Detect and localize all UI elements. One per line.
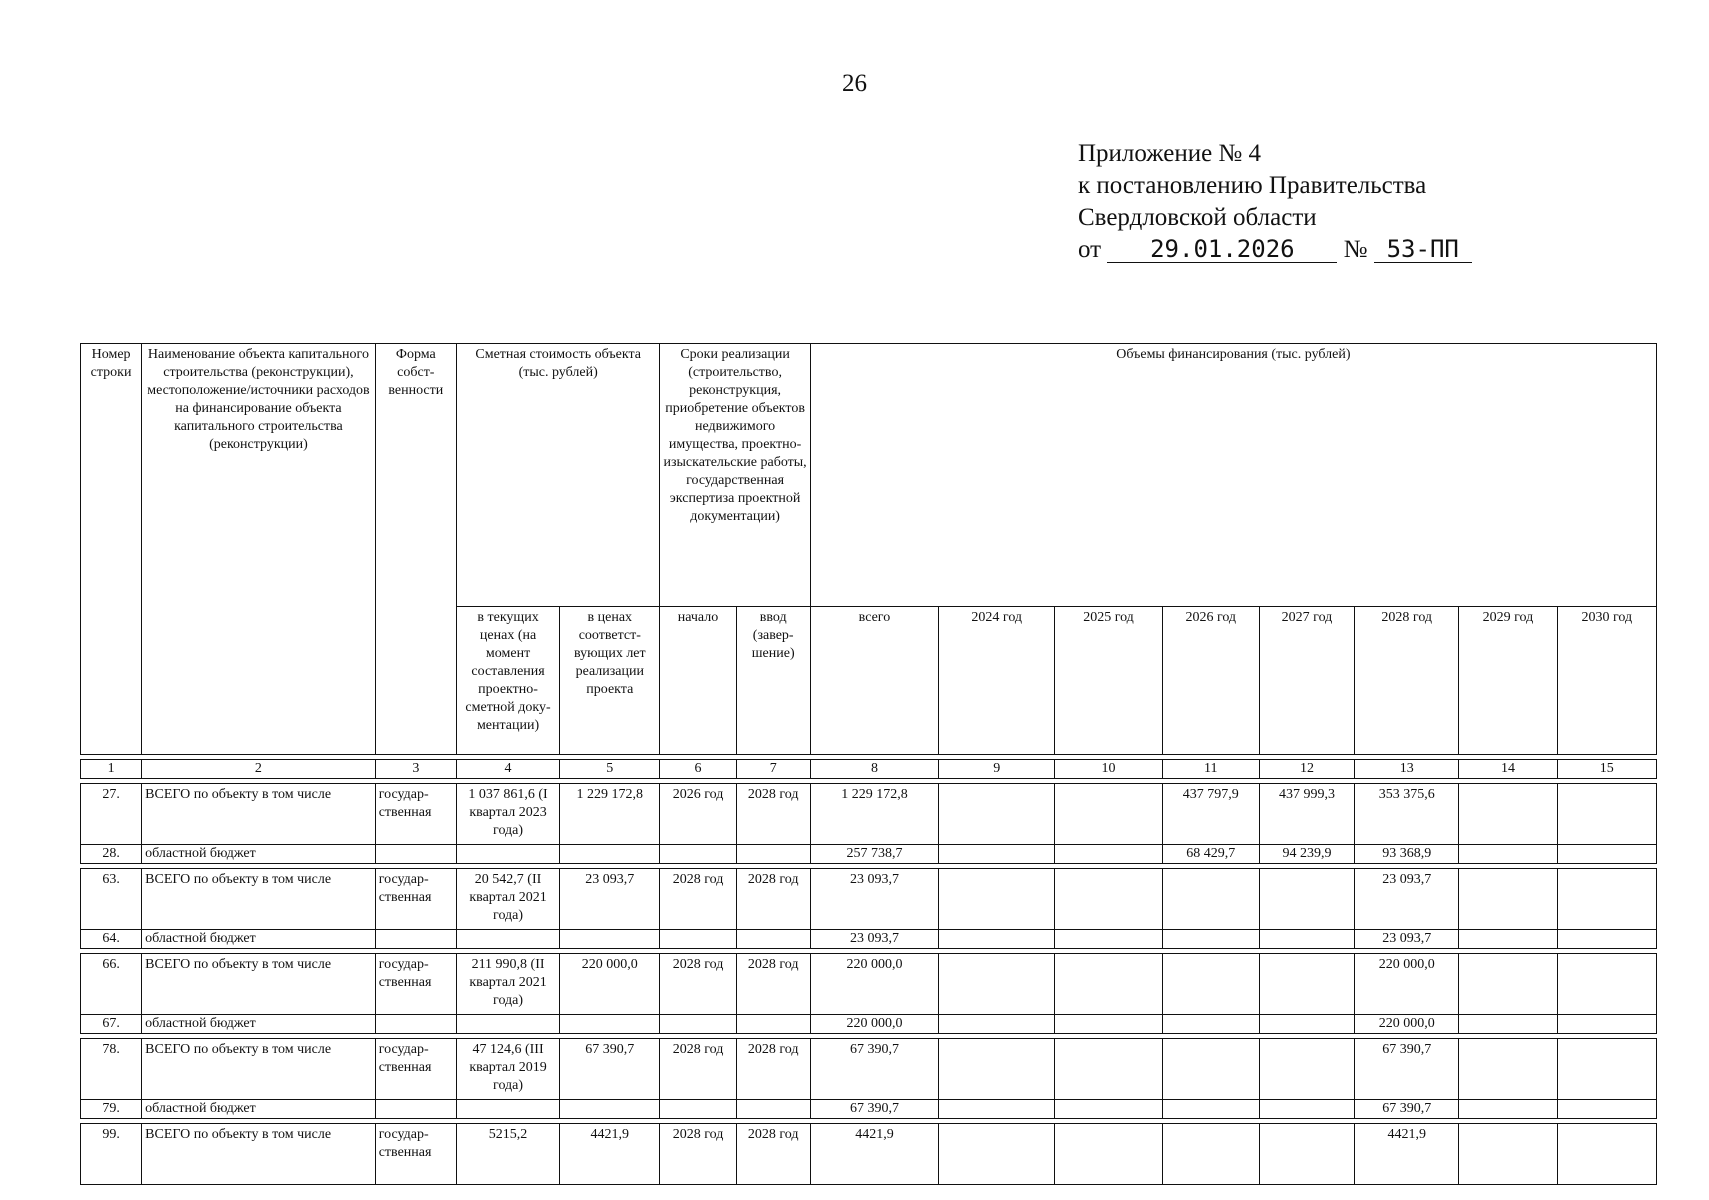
- column-number: 7: [736, 760, 810, 779]
- header-year-2030: 2030 год: [1557, 607, 1656, 755]
- header-year-2024: 2024 год: [939, 607, 1055, 755]
- funding-2029: [1459, 845, 1557, 864]
- ownership-form: государ- ственная: [375, 1124, 456, 1185]
- ownership-form: [375, 930, 456, 949]
- finish-year: [736, 1100, 810, 1119]
- funding-2030: [1557, 1015, 1656, 1034]
- cost-project-prices: [560, 845, 660, 864]
- number-prefix: №: [1343, 236, 1368, 263]
- ownership-form: [375, 845, 456, 864]
- object-name: ВСЕГО по объекту в том числе: [142, 1039, 376, 1100]
- start-year: 2028 год: [660, 869, 736, 930]
- object-name: областной бюджет: [142, 845, 376, 864]
- funding-total: 4421,9: [810, 1124, 938, 1185]
- ownership-form: государ- ственная: [375, 784, 456, 845]
- funding-2029: [1459, 869, 1557, 930]
- header-object-name: Наименование объекта капитального строительства (реконструкции), местоположение/источники расходов на финансирование объекта капитального строительства (реконструкции): [142, 344, 376, 755]
- funding-2026: 68 429,7: [1162, 845, 1259, 864]
- row-number: 27.: [81, 784, 142, 845]
- cost-current-prices: 5215,2: [456, 1124, 559, 1185]
- finish-year: [736, 1015, 810, 1034]
- header-row-1: [81, 344, 1657, 607]
- appendix-date-line: [1078, 234, 1472, 266]
- funding-2024: [939, 954, 1055, 1015]
- object-total-row: [81, 869, 1657, 930]
- funding-2024: [939, 930, 1055, 949]
- funding-2029: [1459, 954, 1557, 1015]
- object-name: ВСЕГО по объекту в том числе: [142, 869, 376, 930]
- funding-2025: [1055, 954, 1162, 1015]
- cost-current-prices: 211 990,8 (II квартал 2021 года): [456, 954, 559, 1015]
- ownership-form: государ- ственная: [375, 1039, 456, 1100]
- header-ownership: Форма собст- венности: [375, 344, 456, 755]
- funding-2028: 67 390,7: [1355, 1100, 1459, 1119]
- funding-total: 220 000,0: [810, 1015, 938, 1034]
- row-number: 63.: [81, 869, 142, 930]
- funding-2026: [1162, 954, 1259, 1015]
- funding-2028: 67 390,7: [1355, 1039, 1459, 1100]
- column-number: 15: [1557, 760, 1656, 779]
- ownership-form: [375, 1015, 456, 1034]
- funding-2024: [939, 784, 1055, 845]
- header-year-2026: 2026 год: [1162, 607, 1259, 755]
- column-number: 1: [81, 760, 142, 779]
- object-total-row: [81, 1124, 1657, 1185]
- funding-2025: [1055, 845, 1162, 864]
- finish-year: 2028 год: [736, 954, 810, 1015]
- ownership-form: государ- ственная: [375, 954, 456, 1015]
- funding-2024: [939, 1039, 1055, 1100]
- start-year: [660, 930, 736, 949]
- funding-2028: 93 368,9: [1355, 845, 1459, 864]
- appendix-block: [1078, 138, 1472, 266]
- column-number: 4: [456, 760, 559, 779]
- column-number: 13: [1355, 760, 1459, 779]
- funding-2027: 94 239,9: [1259, 845, 1354, 864]
- finish-year: 2028 год: [736, 1124, 810, 1185]
- funding-2028: 23 093,7: [1355, 869, 1459, 930]
- funding-2028: 4421,9: [1355, 1124, 1459, 1185]
- funding-2024: [939, 845, 1055, 864]
- object-name: ВСЕГО по объекту в том числе: [142, 784, 376, 845]
- cost-project-prices: 1 229 172,8: [560, 784, 660, 845]
- column-number-row: [81, 760, 1657, 779]
- funding-2030: [1557, 954, 1656, 1015]
- header-project-prices: в ценах соответст- вующих лет реализации проекта: [560, 607, 660, 755]
- column-number: 6: [660, 760, 736, 779]
- cost-current-prices: [456, 1015, 559, 1034]
- start-year: 2028 год: [660, 1039, 736, 1100]
- start-year: [660, 845, 736, 864]
- start-year: [660, 1100, 736, 1119]
- funding-2026: 437 797,9: [1162, 784, 1259, 845]
- row-number: 66.: [81, 954, 142, 1015]
- column-number: 11: [1162, 760, 1259, 779]
- funding-2029: [1459, 1015, 1557, 1034]
- funding-2028: 220 000,0: [1355, 954, 1459, 1015]
- funding-2026: [1162, 930, 1259, 949]
- funding-2024: [939, 1100, 1055, 1119]
- row-number: 64.: [81, 930, 142, 949]
- funding-2027: [1259, 954, 1354, 1015]
- funding-2029: [1459, 1124, 1557, 1185]
- cost-project-prices: 4421,9: [560, 1124, 660, 1185]
- funding-2029: [1459, 784, 1557, 845]
- row-number: 78.: [81, 1039, 142, 1100]
- funding-2025: [1055, 869, 1162, 930]
- date-prefix: от: [1078, 236, 1102, 263]
- regional-budget-row: [81, 1015, 1657, 1034]
- object-total-row: [81, 1039, 1657, 1100]
- cost-current-prices: 47 124,6 (III квартал 2019 года): [456, 1039, 559, 1100]
- header-finish: ввод (завер- шение): [736, 607, 810, 755]
- column-number: 3: [375, 760, 456, 779]
- object-name: ВСЕГО по объекту в том числе: [142, 954, 376, 1015]
- table-body: [81, 344, 1657, 1185]
- funding-2026: [1162, 1100, 1259, 1119]
- financing-table: [80, 343, 1657, 1185]
- funding-total: 1 229 172,8: [810, 784, 938, 845]
- finish-year: [736, 930, 810, 949]
- column-number: 14: [1459, 760, 1557, 779]
- funding-total: 23 093,7: [810, 869, 938, 930]
- header-year-2025: 2025 год: [1055, 607, 1162, 755]
- funding-2030: [1557, 784, 1656, 845]
- ownership-form: [375, 1100, 456, 1119]
- start-year: 2028 год: [660, 1124, 736, 1185]
- row-number: 99.: [81, 1124, 142, 1185]
- funding-total: 220 000,0: [810, 954, 938, 1015]
- funding-2025: [1055, 784, 1162, 845]
- funding-2030: [1557, 1124, 1656, 1185]
- start-year: 2028 год: [660, 954, 736, 1015]
- funding-2029: [1459, 1100, 1557, 1119]
- funding-2027: [1259, 1015, 1354, 1034]
- object-total-row: [81, 784, 1657, 845]
- funding-2025: [1055, 1015, 1162, 1034]
- finish-year: 2028 год: [736, 1039, 810, 1100]
- column-number: 8: [810, 760, 938, 779]
- cost-project-prices: [560, 1015, 660, 1034]
- row-number: 79.: [81, 1100, 142, 1119]
- cost-project-prices: [560, 930, 660, 949]
- funding-2025: [1055, 1039, 1162, 1100]
- funding-2027: [1259, 1039, 1354, 1100]
- object-name: областной бюджет: [142, 1015, 376, 1034]
- funding-2024: [939, 1124, 1055, 1185]
- header-total: всего: [810, 607, 938, 755]
- header-row-number: Номер строки: [81, 344, 142, 755]
- cost-current-prices: [456, 845, 559, 864]
- start-year: [660, 1015, 736, 1034]
- funding-2026: [1162, 1015, 1259, 1034]
- resolution-date: 29.01.2026: [1107, 236, 1337, 263]
- funding-2027: [1259, 930, 1354, 949]
- row-number: 67.: [81, 1015, 142, 1034]
- column-number: 10: [1055, 760, 1162, 779]
- funding-2027: [1259, 1124, 1354, 1185]
- appendix-line-2: к постановлению Правительства: [1078, 172, 1427, 199]
- funding-2025: [1055, 1124, 1162, 1185]
- funding-2026: [1162, 869, 1259, 930]
- header-year-2027: 2027 год: [1259, 607, 1354, 755]
- cost-project-prices: 23 093,7: [560, 869, 660, 930]
- column-number: 12: [1259, 760, 1354, 779]
- header-current-prices: в текущих ценах (на момент составления проектно- сметной доку- ментации): [456, 607, 559, 755]
- header-start: начало: [660, 607, 736, 755]
- funding-2030: [1557, 930, 1656, 949]
- funding-2028: 353 375,6: [1355, 784, 1459, 845]
- funding-2030: [1557, 1039, 1656, 1100]
- header-year-2029: 2029 год: [1459, 607, 1557, 755]
- start-year: 2026 год: [660, 784, 736, 845]
- cost-project-prices: [560, 1100, 660, 1119]
- cost-current-prices: [456, 1100, 559, 1119]
- cost-current-prices: [456, 930, 559, 949]
- cost-current-prices: 1 037 861,6 (I квартал 2023 года): [456, 784, 559, 845]
- object-total-row: [81, 954, 1657, 1015]
- column-number: 9: [939, 760, 1055, 779]
- funding-total: 23 093,7: [810, 930, 938, 949]
- resolution-number: 53-ПП: [1374, 236, 1472, 263]
- funding-2024: [939, 869, 1055, 930]
- funding-2030: [1557, 869, 1656, 930]
- finish-year: 2028 год: [736, 869, 810, 930]
- funding-total: 67 390,7: [810, 1039, 938, 1100]
- cost-current-prices: 20 542,7 (II квартал 2021 года): [456, 869, 559, 930]
- cost-project-prices: 67 390,7: [560, 1039, 660, 1100]
- funding-2028: 23 093,7: [1355, 930, 1459, 949]
- funding-2029: [1459, 930, 1557, 949]
- appendix-line-3: Свердловской области: [1078, 204, 1317, 231]
- column-number: 2: [142, 760, 376, 779]
- funding-2025: [1055, 1100, 1162, 1119]
- funding-2028: 220 000,0: [1355, 1015, 1459, 1034]
- funding-2027: [1259, 869, 1354, 930]
- header-timing: Сроки реализации (строительство, реконструкция, приобретение объектов недвижимого имущества, проектно- изыскательские работы, государственная экспертиза проектной документации): [660, 344, 810, 607]
- regional-budget-row: [81, 845, 1657, 864]
- funding-2024: [939, 1015, 1055, 1034]
- regional-budget-row: [81, 1100, 1657, 1119]
- funding-2025: [1055, 930, 1162, 949]
- header-year-2028: 2028 год: [1355, 607, 1459, 755]
- funding-2027: [1259, 1100, 1354, 1119]
- funding-2026: [1162, 1039, 1259, 1100]
- appendix-title: Приложение № 4: [1078, 140, 1262, 167]
- header-funding: Объемы финансирования (тыс. рублей): [810, 344, 1656, 607]
- ownership-form: государ- ственная: [375, 869, 456, 930]
- finish-year: [736, 845, 810, 864]
- column-number: 5: [560, 760, 660, 779]
- funding-2026: [1162, 1124, 1259, 1185]
- finish-year: 2028 год: [736, 784, 810, 845]
- regional-budget-row: [81, 930, 1657, 949]
- header-estimated-cost: Сметная стоимость объекта (тыс. рублей): [456, 344, 660, 607]
- cost-project-prices: 220 000,0: [560, 954, 660, 1015]
- object-name: ВСЕГО по объекту в том числе: [142, 1124, 376, 1185]
- object-name: областной бюджет: [142, 1100, 376, 1119]
- funding-total: 257 738,7: [810, 845, 938, 864]
- funding-total: 67 390,7: [810, 1100, 938, 1119]
- funding-2030: [1557, 1100, 1656, 1119]
- funding-2027: 437 999,3: [1259, 784, 1354, 845]
- row-number: 28.: [81, 845, 142, 864]
- funding-2029: [1459, 1039, 1557, 1100]
- funding-2030: [1557, 845, 1656, 864]
- page-number: 26: [842, 70, 867, 97]
- object-name: областной бюджет: [142, 930, 376, 949]
